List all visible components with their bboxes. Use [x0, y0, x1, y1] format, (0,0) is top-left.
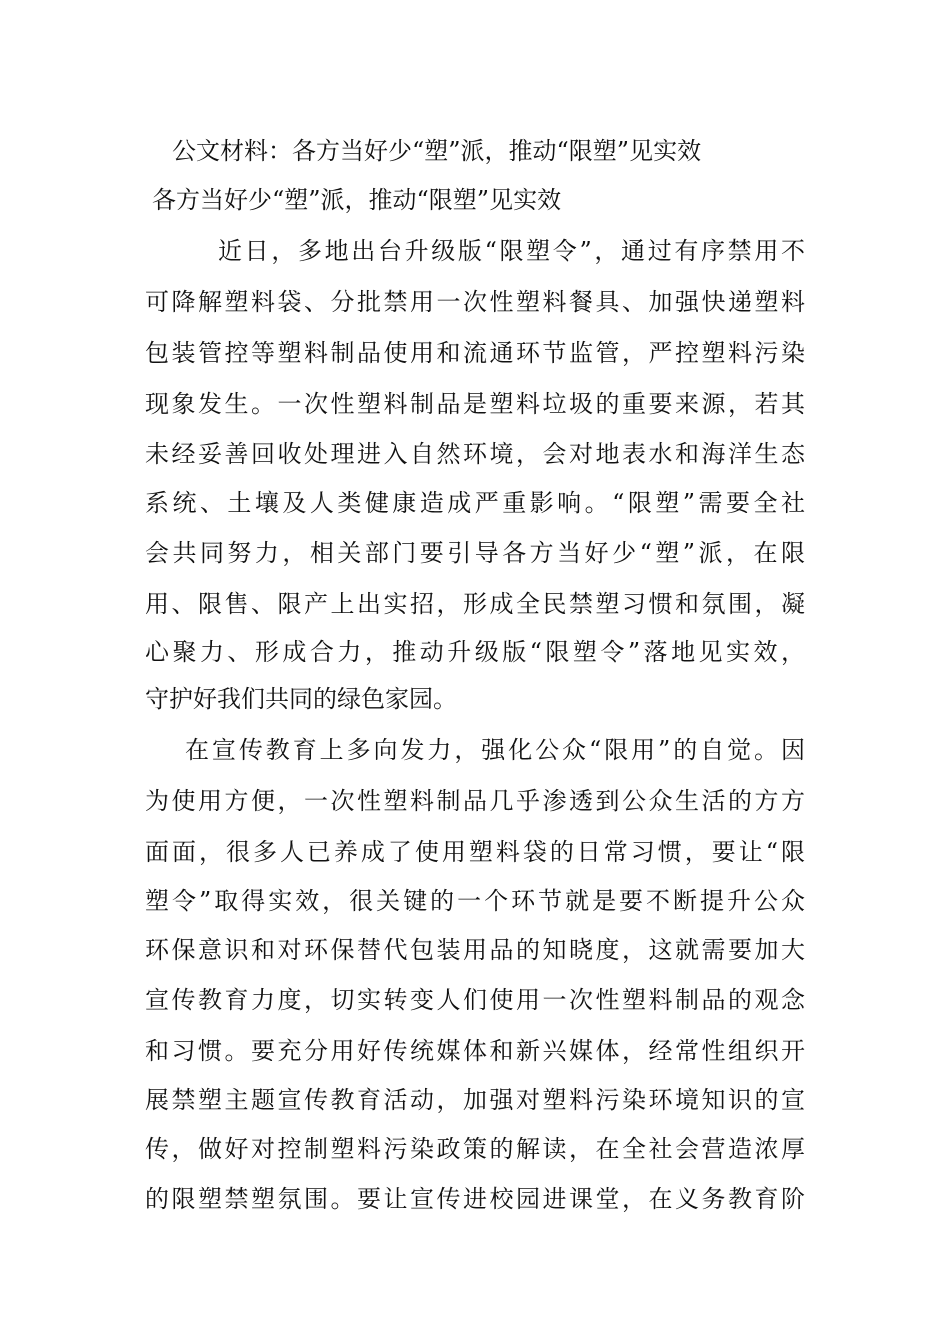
paragraph-line: 现象发生。一次性塑料制品是塑料垃圾的重要来源，若其: [145, 390, 805, 418]
document-title: 公文材料：各方当好少“塑”派，推动“限塑”见实效: [172, 137, 702, 165]
paragraph-line: 为使用方便，一次性塑料制品几乎渗透到公众生活的方方: [145, 787, 805, 815]
paragraph-line: 系统、土壤及人类健康造成严重影响。“限塑”需要全社: [145, 489, 805, 517]
paragraph-line: 宣传教育力度，切实转变人们使用一次性塑料制品的观念: [145, 986, 805, 1014]
paragraph-line: 和习惯。要充分用好传统媒体和新兴媒体，经常性组织开: [145, 1037, 805, 1065]
paragraph-line: 的限塑禁塑氛围。要让宣传进校园进课堂，在义务教育阶: [145, 1185, 805, 1213]
paragraph-line: 面面，很多人已养成了使用塑料袋的日常习惯，要让“限: [145, 838, 805, 866]
paragraph-line: 心聚力、形成合力，推动升级版“限塑令”落地见实效，: [145, 638, 805, 666]
paragraph-line: 可降解塑料袋、分批禁用一次性塑料餐具、加强快递塑料: [145, 288, 805, 316]
paragraph-line: 会共同努力，相关部门要引导各方当好少“塑”派，在限: [145, 539, 805, 567]
paragraph-line: 环保意识和对环保替代包装用品的知晓度，这就需要加大: [145, 936, 805, 964]
paragraph-line: 用、限售、限产上出实招，形成全民禁塑习惯和氛围，凝: [145, 590, 805, 618]
paragraph-line: 未经妥善回收处理进入自然环境，会对地表水和海洋生态: [145, 440, 805, 468]
paragraph-line: 展禁塑主题宣传教育活动，加强对塑料污染环境知识的宣: [145, 1086, 805, 1114]
paragraph-line: 守护好我们共同的绿色家园。: [145, 685, 457, 713]
paragraph-line: 塑令”取得实效，很关键的一个环节就是要不断提升公众: [145, 887, 805, 915]
paragraph-line: 在宣传教育上多向发力，强化公众“限用”的自觉。因: [185, 736, 805, 764]
paragraph-line: 近日，多地出台升级版“限塑令”，通过有序禁用不: [218, 237, 805, 265]
paragraph-line: 传，做好对控制塑料污染政策的解读，在全社会营造浓厚: [145, 1135, 805, 1163]
document-subtitle: 各方当好少“塑”派，推动“限塑”见实效: [152, 186, 562, 214]
paragraph-line: 包装管控等塑料制品使用和流通环节监管，严控塑料污染: [145, 339, 805, 367]
